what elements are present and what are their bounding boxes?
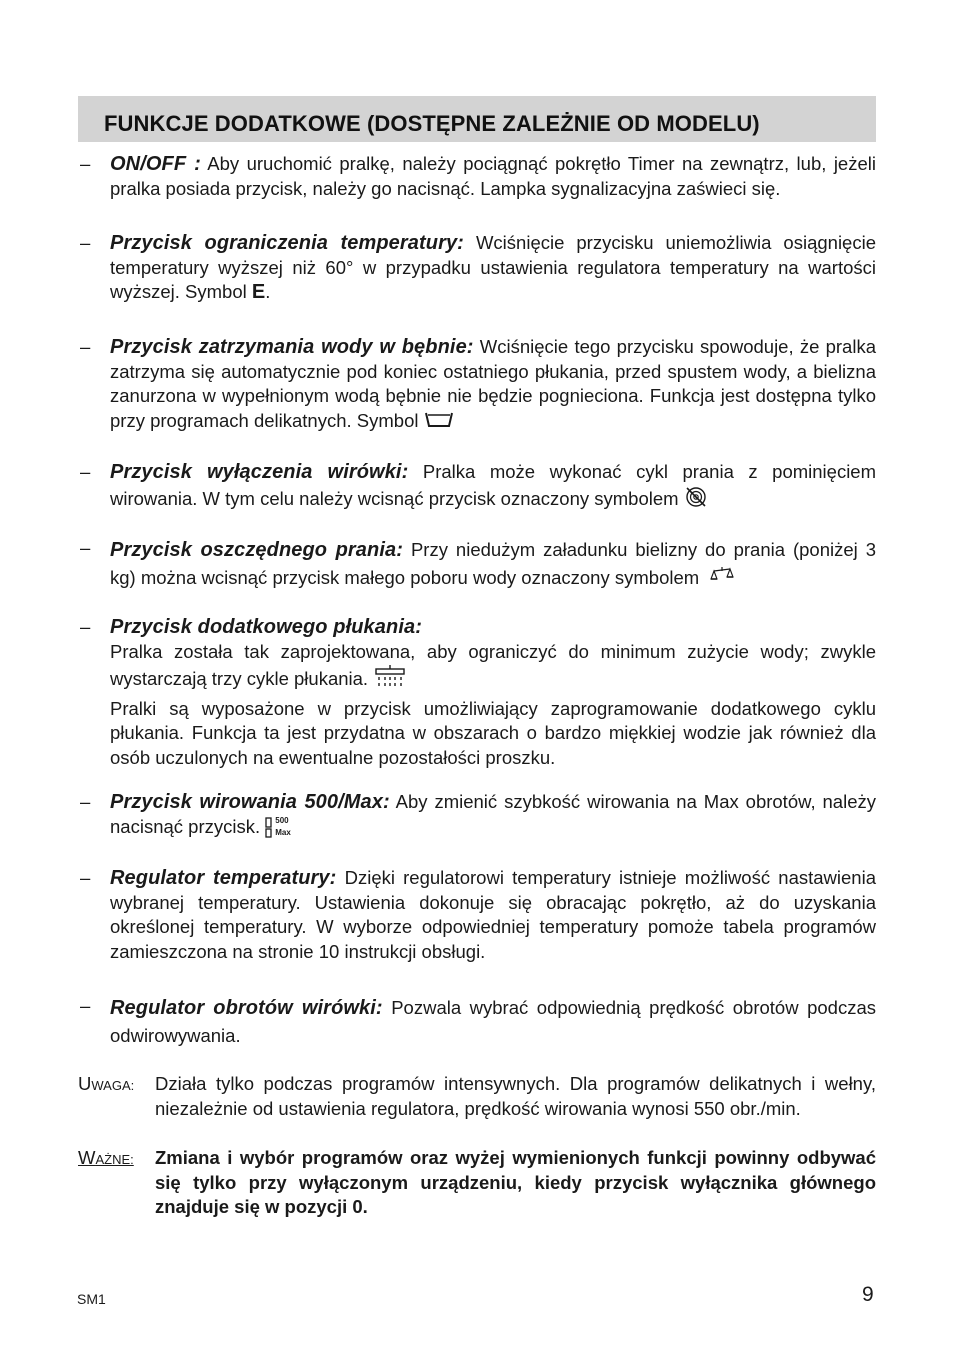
item-title: Przycisk wyłączenia wirówki: — [110, 461, 409, 483]
shower-icon — [373, 664, 407, 697]
list-item-temperature-regulator — [78, 866, 876, 964]
icon-label-500: 500 — [275, 815, 289, 825]
item-title: ON/OFF : — [110, 153, 201, 175]
list-item-water-stop — [78, 335, 876, 435]
item-title: Przycisk oszczędnego prania: — [110, 539, 403, 561]
list-item-temperature-limit — [78, 231, 876, 305]
item-title: Przycisk zatrzymania wody w bębnie: — [110, 336, 474, 358]
item-text-end: . — [265, 281, 271, 302]
list-dash: – — [80, 153, 91, 174]
item-text: Dzięki regulatorowi temperatury istnieje możliwość nastawienia wybranej temperatury. Ustawienia dokonuje się obracając pokrętło, aż do uzyskania określonej temperatury. W wyborze odpowiedniej temperatury pomoże tabela programów zamieszczona na stronie 10 instrukcji obsługi. — [110, 867, 876, 962]
list-dash: – — [80, 616, 91, 637]
list-dash: – — [80, 867, 91, 888]
list-dash: – — [80, 995, 91, 1016]
note-uwaga — [78, 1072, 876, 1121]
list-item-extra-rinse — [78, 615, 876, 770]
water-tub-icon — [424, 409, 454, 436]
list-dash: – — [80, 537, 91, 558]
list-item-on-off — [78, 152, 876, 201]
list-item-spin-regulator — [78, 994, 876, 1050]
list-dash: – — [80, 791, 91, 812]
footer-code: SM1 — [77, 1291, 106, 1307]
list-item-no-spin — [78, 460, 876, 515]
item-title: Regulator temperatury: — [110, 867, 337, 889]
item-text: Aby uruchomić pralkę, należy pociągnąć pokrętło Timer na zewnątrz, lub, jeżeli pralka posiada przycisk, należy go nacisnąć. Lampka sygnalizacyjna zaświeci się. — [110, 153, 876, 199]
section-heading: FUNKCJE DODATKOWE (DOSTĘPNE ZALEŻNIE OD MODELU) — [78, 96, 876, 142]
list-item-economy — [78, 536, 876, 593]
item-title: Przycisk wirowania 500/Max: — [110, 791, 390, 813]
symbol-e: E — [251, 281, 266, 303]
spin-500-max-icon — [265, 816, 295, 840]
note-wazne — [78, 1146, 876, 1220]
item-text: Wciśnięcie tego przycisku spowoduje, że pralka zatrzyma się automatycznie pod koniec ostatniego płukania, przed spustem wody, a bielizna zanurzona w wypełnionym wodą bębnie nie będzie pognieciona. Funkcja jest dostępna tylko przy programach delikatnych. Symbol — [110, 336, 876, 431]
note-text: Zmiana i wybór programów oraz wyżej wymienionych funkcji powinny odbywać się tylko przy wyłączonym urządzeniu, kiedy przycisk wyłącznika głównego znajduje się w pozycji 0. — [155, 1147, 876, 1217]
item-text: Przy niedużym załadunku bielizny do prania (poniżej 3 kg) można wcisnąć przycisk małego poboru wody oznaczony symbolem — [110, 539, 877, 588]
item-text: Aby zmienić szybkość wirowania na Max obrotów, należy nacisnąć przycisk. — [110, 791, 876, 837]
page-number: 9 — [862, 1283, 874, 1306]
list-dash: – — [80, 232, 91, 253]
item-text: Wciśnięcie przycisku uniemożliwia osiągnięcie temperatury wyższej niż 60° w przypadku ustawienia regulatora temperatury na wartości wyższej. Symbol — [110, 232, 876, 302]
list-dash: – — [80, 461, 91, 482]
item-text: Pralka może wykonać cykl prania z pominięciem wirowania. W tym celu należy wcisnąć przycisk oznaczony symbolem — [110, 461, 876, 509]
item-text: Pralka została tak zaprojektowana, aby ograniczyć do minimum zużycie wody; zwykle wystarczają trzy cykle płukania. — [110, 640, 876, 690]
scales-icon — [710, 565, 734, 593]
note-text: Działa tylko podczas programów intensywnych. Dla programów delikatnych i wełny, niezależnie od ustawienia regulatora, prędkość wirowania wynosi 550 obr./min. — [155, 1073, 876, 1119]
item-title: Przycisk dodatkowego płukania: — [110, 616, 422, 638]
list-item-spin-500-max — [78, 790, 876, 840]
item-text: Pozwala wybrać odpowiednią prędkość obrotów podczas odwirowywania. — [110, 997, 877, 1046]
item-text-2: Pralki są wyposażone w przycisk umożliwiający zaprogramowanie dodatkowego cyklu płukania. Funkcja ta jest przydatna w obszarach o bardzo miękkiej wodzie jak również dla osób uczulonych na ewentualne pozostałości proszku. — [110, 697, 876, 768]
item-title: Regulator obrotów wirówki: — [110, 997, 383, 1019]
note-label: UWAGA: — [78, 1073, 135, 1094]
list-dash: – — [80, 336, 91, 357]
icon-label-max: Max — [275, 827, 291, 837]
no-spin-icon — [684, 485, 708, 516]
note-label: WAŻNE: — [78, 1147, 134, 1168]
item-title: Przycisk ograniczenia temperatury: — [110, 232, 464, 254]
